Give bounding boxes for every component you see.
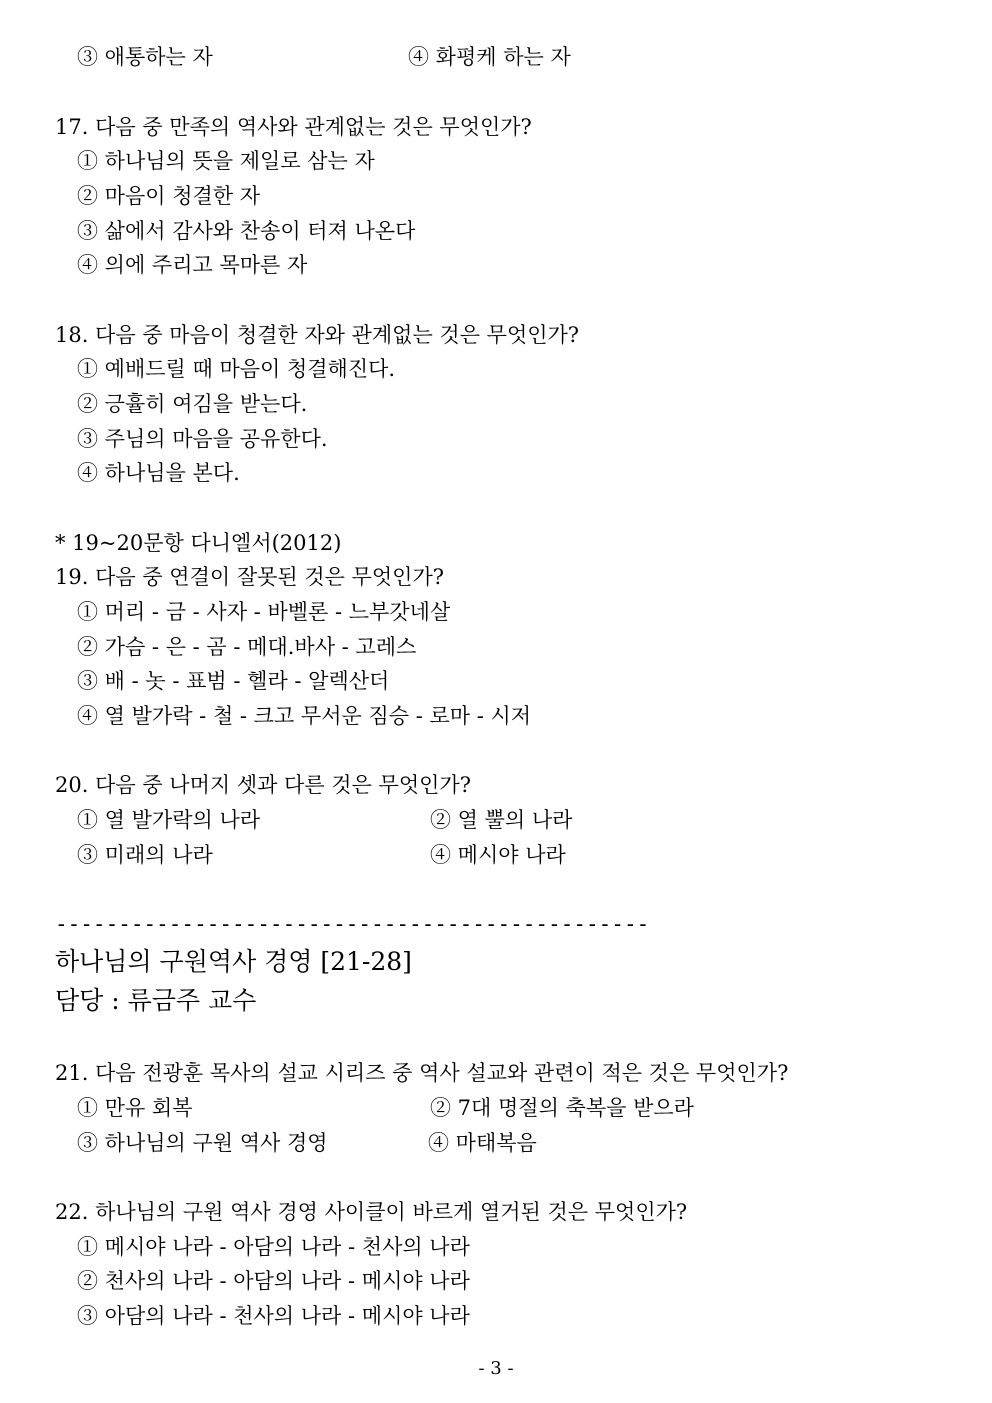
option-line: ② 열 뿔의 나라: [430, 808, 573, 832]
option-line: ④ 열 발가락 - 철 - 크고 무서운 짐승 - 로마 - 시저: [77, 704, 532, 728]
option-line: ① 메시야 나라 - 아담의 나라 - 천사의 나라: [77, 1235, 470, 1259]
question-19: 19. 다음 중 연결이 잘못된 것은 무엇인가?: [55, 565, 444, 589]
option-line: ④ 의에 주리고 목마른 자: [77, 253, 308, 277]
option-line: ③ 주님의 마음을 공유한다.: [77, 427, 328, 451]
question-18: 18. 다음 중 마음이 청결한 자와 관계없는 것은 무엇인가?: [55, 323, 580, 347]
question-17: 17. 다음 중 만족의 역사와 관계없는 것은 무엇인가?: [55, 115, 532, 139]
option-line: ④ 하나님을 본다.: [77, 461, 240, 485]
option-line: ④ 마태복음: [428, 1131, 537, 1155]
option-line: ③ 미래의 나라: [77, 843, 213, 867]
option-line: ③ 삶에서 감사와 찬송이 터져 나온다: [77, 219, 416, 243]
option-line: ① 열 발가락의 나라: [77, 808, 261, 832]
option-line: ③ 아담의 나라 - 천사의 나라 - 메시야 나라: [77, 1304, 470, 1328]
option-line: ③ 애통하는 자: [77, 45, 213, 69]
option-line: ② 가슴 - 은 - 곰 - 메대.바사 - 고레스: [77, 635, 417, 659]
option-line: ② 7대 명절의 축복을 받으라: [430, 1096, 694, 1120]
question-22: 22. 하나님의 구원 역사 경영 사이클이 바르게 열거된 것은 무엇인가?: [55, 1200, 688, 1224]
question-21: 21. 다음 전광훈 목사의 설교 시리즈 중 역사 설교와 관련이 적은 것은 무엇인가?: [55, 1061, 789, 1085]
page-number: - 3 -: [478, 1358, 514, 1379]
option-line: ④ 화평케 하는 자: [408, 45, 571, 69]
section-title: 하나님의 구원역사 경영 [21-28]: [55, 947, 412, 976]
option-line: ① 만유 회복: [77, 1096, 193, 1120]
option-line: ④ 메시야 나라: [430, 843, 566, 867]
note-line: * 19~20문항 다니엘서(2012): [55, 531, 342, 555]
option-line: ① 하나님의 뜻을 제일로 삼는 자: [77, 149, 375, 173]
section-subtitle: 담당 : 류금주 교수: [55, 986, 257, 1015]
option-line: ① 머리 - 금 - 사자 - 바벨론 - 느부갓네살: [77, 600, 451, 624]
option-line: ② 마음이 청결한 자: [77, 184, 261, 208]
option-line: ③ 하나님의 구원 역사 경영: [77, 1131, 328, 1155]
option-line: ② 천사의 나라 - 아담의 나라 - 메시야 나라: [77, 1269, 470, 1293]
option-line: ① 예배드릴 때 마음이 청결해진다.: [77, 357, 396, 381]
divider: -----------------------------------------------: [55, 912, 650, 936]
option-line: ③ 배 - 놋 - 표범 - 헬라 - 알렉산더: [77, 669, 390, 693]
question-20: 20. 다음 중 나머지 셋과 다른 것은 무엇인가?: [55, 773, 471, 797]
option-line: ② 긍휼히 여김을 받는다.: [77, 392, 308, 416]
